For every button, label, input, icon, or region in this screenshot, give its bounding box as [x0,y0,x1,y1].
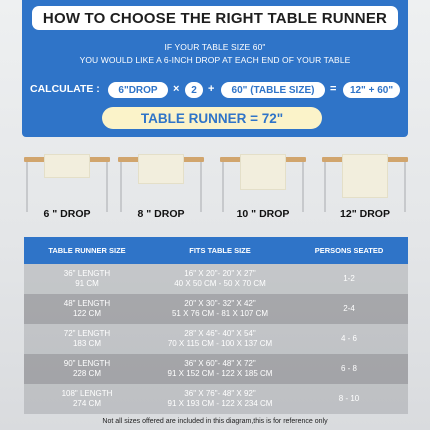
runner-size-cell [24,264,150,294]
info-line-2: YOU WOULD LIKE A 6-INCH DROP AT EACH END OF YOUR TABLE [79,55,351,65]
persons-cell [290,294,408,324]
top-panel [22,0,408,137]
table-leg [106,162,108,212]
fits-size-cell [150,384,290,414]
table-leg [200,162,202,212]
size-inches: 90" LENGTH [63,359,111,368]
fits-size-cell [150,324,290,354]
size-cm: 122 CM [72,309,101,318]
size-table [24,237,408,415]
size-cm: 183 CM [72,339,101,348]
persons-cell [290,264,408,294]
fit-inches: 20" X 30"- 32" X 42" [184,299,256,308]
times-sign: × [173,83,180,95]
drop-label-6: 6 " DROP [43,208,91,220]
size-inches: 36" LENGTH [63,269,111,278]
runner-size-cell [24,294,150,324]
fit-inches: 16" X 20"- 20" X 27" [184,269,256,278]
size-inches: 48" LENGTH [63,299,111,308]
sum-pill: 12" + 60" [343,82,400,98]
persons-value: 6 - 8 [340,364,357,373]
persons-value: 2-4 [343,304,355,313]
calc-label: CALCULATE : [30,83,100,95]
table-leg [26,162,28,212]
table-leg [324,162,326,212]
table-header [24,237,408,264]
table-leg [404,162,406,212]
fit-inches: 28" X 46"- 40" X 54" [184,329,256,338]
count-pill: 2 [185,82,203,98]
persons-value: 4 - 6 [340,334,357,343]
table-runner [240,154,286,190]
table-runner [44,154,90,178]
header-persons: PERSONS SEATED [314,246,384,255]
fit-inches: 36" X 60"- 48" X 72" [184,359,256,368]
persons-value: 1-2 [343,274,355,283]
table-leg [120,162,122,212]
header-fits-size: FITS TABLE SIZE [189,246,251,255]
header-runner-size: TABLE RUNNER SIZE [48,246,126,255]
table-runner [342,154,388,198]
size-inches: 72" LENGTH [63,329,111,338]
table-row [24,294,408,324]
drop-label-12: 12" DROP [340,208,390,220]
calc-row [30,80,402,98]
size-inches: 108" LENGTH [61,389,113,398]
runner-size-cell [24,354,150,384]
equals-sign: = [330,83,337,95]
drop-label-10: 10 " DROP [236,208,290,220]
result-box [102,107,322,129]
size-cm: 91 CM [75,279,99,288]
result-text: TABLE RUNNER = 72" [140,110,284,126]
size-cm: 274 CM [72,399,101,408]
persons-value: 8 - 10 [338,394,360,403]
table-row [24,324,408,354]
persons-cell [290,384,408,414]
table-row [24,384,408,414]
persons-cell [290,324,408,354]
drop-pill: 6"DROP [108,82,168,98]
footnote: Not all sizes offered are included in this diagram,this is for reference only [102,418,328,425]
runner-size-cell [24,384,150,414]
table-row [24,354,408,384]
fits-size-cell [150,264,290,294]
drop-label-8: 8 " DROP [137,208,185,220]
title-box [32,6,398,30]
table-runner [138,154,184,184]
fit-cm: 91 X 193 CM - 122 X 234 CM [167,399,273,408]
info-line-1: IF YOUR TABLE SIZE 60" [164,42,266,52]
fit-cm: 91 X 152 CM - 122 X 185 CM [167,369,273,378]
page-title: HOW TO CHOOSE THE RIGHT TABLE RUNNER [42,9,388,27]
fit-inches: 36" X 76"- 48" X 92" [184,389,256,398]
table-leg [302,162,304,212]
fit-cm: 70 X 115 CM - 100 X 137 CM [167,339,273,348]
table-leg [222,162,224,212]
plus-sign: + [208,83,215,95]
table-size-pill: 60" (TABLE SIZE) [221,82,325,98]
persons-cell [290,354,408,384]
runner-size-cell [24,324,150,354]
fit-cm: 40 X 50 CM - 50 X 70 CM [174,279,266,288]
fits-size-cell [150,354,290,384]
size-cm: 228 CM [72,369,101,378]
table-row [24,264,408,294]
fit-cm: 51 X 76 CM - 81 X 107 CM [171,309,269,318]
fits-size-cell [150,294,290,324]
